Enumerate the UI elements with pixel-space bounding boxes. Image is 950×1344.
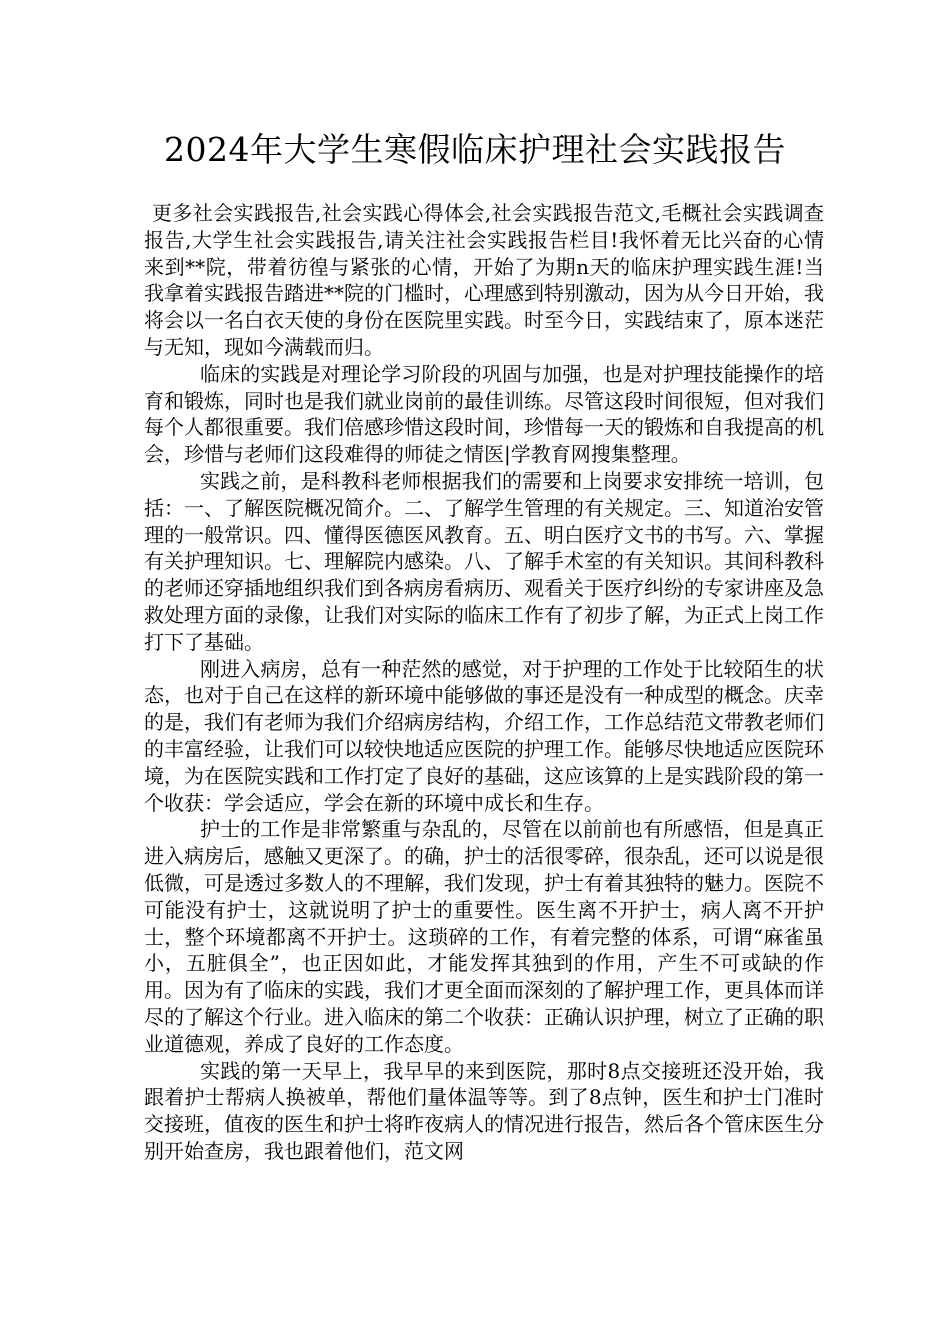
document-body (144, 200, 824, 1165)
body-paragraph-5: 护士的工作是非常繁重与杂乱的，尽管在以前前也有所感悟，但是真正进入病房后，感触又更深了。的确，护士的活很零碎，很杂乱，还可以说是很低微，可是透过多数人的不理解，我们发现，护士有着其独特的魅力。医院不可能没有护士，这就说明了护士的重要性。医生离不开护士，病人离不开护士，整个环境都离不开护士。这琐碎的工作，有着完整的体系，可谓“麻雀虽小，五脏俱全”，也正因如此，才能发挥其独到的作用，产生不可或缺的作用。因为有了临床的实践，我们才更全面而深刻的了解护理工作，更具体而详尽的了解这个行业。进入临床的第二个收获：正确认识护理，树立了正确的职业道德观，养成了良好的工作态度。 (144, 817, 824, 1056)
body-paragraph-3: 实践之前，是科教科老师根据我们的需要和上岗要求安排统一培训，包括：一、了解医院概况简介。二、了解学生管理的有关规定。三、知道治安管理的一般常识。四、懂得医德医风教育。五、明白医疗文书的书写。六、掌握有关护理知识。七、理解院内感染。八、了解手术室的有关知识。其间科教科的老师还穿插地组织我们到各病房看病历、观看关于医疗纠纷的专家讲座及急救处理方面的录像，让我们对实际的临床工作有了初步了解，为正式上岗工作打下了基础。 (144, 468, 824, 654)
body-paragraph-1: 更多社会实践报告,社会实践心得体会,社会实践报告范文,毛概社会实践调查报告,大学生社会实践报告,请关注社会实践报告栏目!我怀着无比兴奋的心情来到**院，带着彷徨与紧张的心情，开始了为期n天的临床护理实践生涯!当我拿着实践报告踏进**院的门槛时，心理感到特别激动，因为从今日开始，我将会以一名白衣天使的身份在医院里实践。时至今日，实践结束了，原本迷茫与无知，现如今满载而归。 (144, 201, 824, 359)
body-paragraph-2: 临床的实践是对理论学习阶段的巩固与加强，也是对护理技能操作的培育和锻炼，同时也是我们就业岗前的最佳训练。尽管这段时间很短，但对我们每个人都很重要。我们倍感珍惜这段时间，珍惜每一天的锻炼和自我提高的机会，珍惜与老师们这段难得的师徒之情医|学教育网搜集整理。 (144, 361, 824, 467)
body-paragraph-4: 刚进入病房，总有一种茫然的感觉，对于护理的工作处于比较陌生的状态，也对于自己在这样的新环境中能够做的事还是没有一种成型的概念。庆幸的是，我们有老师为我们介绍病房结构，介绍工作，工作总结范文带教老师们的丰富经验，让我们可以较快地适应医院的护理工作。能够尽快地适应医院环境，为在医院实践和工作打定了良好的基础，这应该算的上是实践阶段的第一个收获：学会适应，学会在新的环境中成长和生存。 (144, 656, 824, 815)
body-paragraph-6: 实践的第一天早上，我早早的来到医院，那时8点交接班还没开始，我跟着护士帮病人换被单，帮他们量体温等等。到了8点钟，医生和护士门准时交接班，值夜的医生和护士将昨夜病人的情况进行报告，然后各个管床医生分别开始查房，我也跟着他们，范文网 (144, 1058, 824, 1163)
document-title: 2024年大学生寒假临床护理社会实践报告 (164, 130, 786, 169)
